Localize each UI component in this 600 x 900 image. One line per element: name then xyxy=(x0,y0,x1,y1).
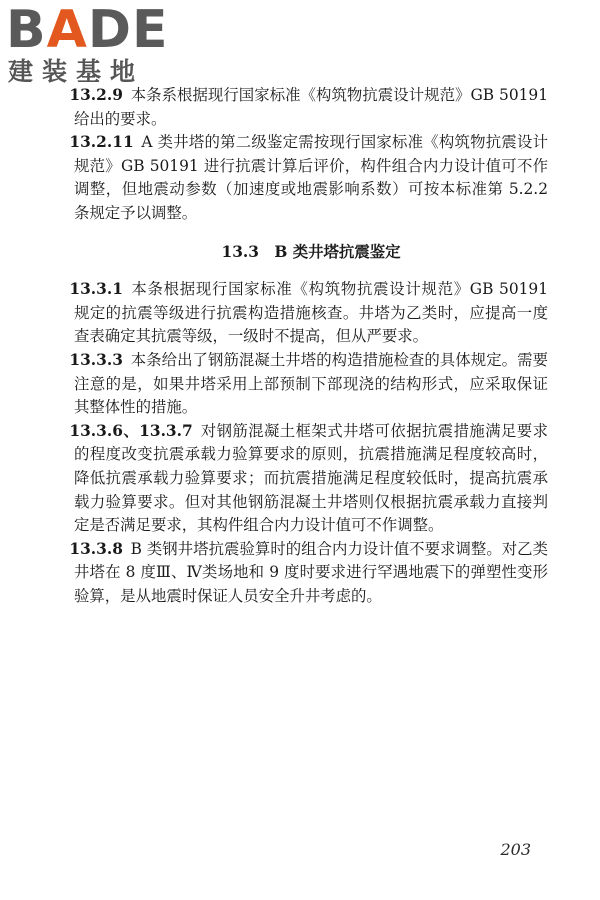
clause-text: A 类井塔的第二级鉴定需按现行国家标准《构筑物抗震设计规范》GB 50191 进行抗震计算后评价，构件组合内力设计值可不作调整，但地震动参数（加速度或地震影响系数）可按本标准第 5.2.2 条规定予以调整。 xyxy=(74,133,548,222)
section-number: 13.3 xyxy=(221,242,259,261)
clause-text: 本条根据现行国家标准《构筑物抗震设计规范》GB 50191 规定的抗震等级进行抗震构造措施核查。井塔为乙类时，应提高一度查表确定其抗震等级，一级时不提高，但从严要求。 xyxy=(74,280,548,346)
clause-number: 13.3.6、13.3.7 xyxy=(69,421,193,440)
clause-number: 13.3.8 xyxy=(69,539,123,558)
clause-text: 本条给出了钢筋混凝土井塔的构造措施检查的具体规定。需要注意的是，如果井塔采用上部预制下部现浇的结构形式，应采取保证其整体性的措施。 xyxy=(74,350,548,417)
logo-wordmark: BADE xyxy=(6,0,169,60)
clause-13-3-8 xyxy=(69,538,548,609)
document-body xyxy=(69,84,548,608)
clause-number: 13.2.9 xyxy=(69,86,123,104)
clause-13-3-3 xyxy=(69,349,548,420)
clause-text: B 类钢井塔抗震验算时的组合内力设计值不要求调整。对乙类井塔在 8 度Ⅲ、Ⅳ类场地和 9 度时要求进行罕遇地震下的弹塑性变形验算，是从地震时保证人员安全升井考虑的。 xyxy=(74,539,548,605)
clause-number: 13.3.1 xyxy=(69,280,123,299)
clause-13-3-6-7 xyxy=(69,420,548,538)
clause-number: 13.3.3 xyxy=(69,350,123,369)
clause-13-2-9 xyxy=(69,84,548,131)
section-title-text: B 类井塔抗震鉴定 xyxy=(274,242,401,261)
clause-text: 本条系根据现行国家标准《构筑物抗震设计规范》GB 50191 给出的要求。 xyxy=(74,86,548,128)
logo-subtitle: 建装基地 xyxy=(8,57,145,86)
clause-13-2-11 xyxy=(69,131,548,225)
clause-13-3-1 xyxy=(69,278,548,349)
page-number: 203 xyxy=(500,840,531,859)
bade-logo xyxy=(6,2,181,90)
clause-text: 对钢筋混凝土框架式井塔可依据抗震措施满足要求的程度改变抗震承载力验算要求的原则，抗震措施满足程度较高时，降低抗震承载力验算要求；而抗震措施满足程度较低时，提高抗震承载力验算要求。但对其他钢筋混凝土井塔则仅根据抗震承载力直接判定是否满足要求，其构件组合内力设计值可不作调整。 xyxy=(74,421,548,535)
section-heading xyxy=(74,241,548,265)
clause-number: 13.2.11 xyxy=(69,133,134,152)
